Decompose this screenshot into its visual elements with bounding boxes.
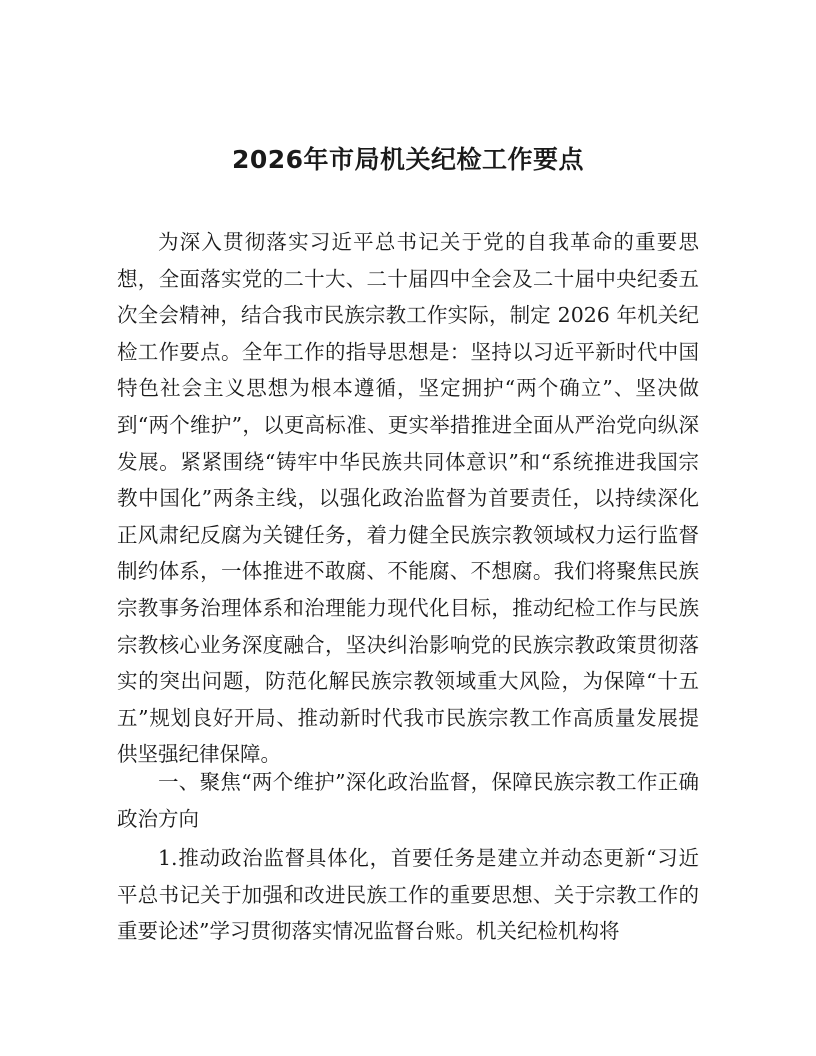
item-paragraph-1: 1.推动政治监督具体化，首要任务是建立并动态更新“习近平总书记关于加强和改进民族工作的重要思想、关于宗教工作的重要论述”学习贯彻落实情况监督台账。机关纪检机构将 [117,846,699,944]
intro-paragraph: 为深入贯彻落实习近平总书记关于党的自我革命的重要思想，全面落实党的二十大、二十届四中全会及二十届中央纪委五次全会精神，结合我市民族宗教工作实际，制定 2026 年机关纪检工作要点。全年工作的指导思想是：坚持以习近平新时代中国特色社会主义思想为根本遵循，坚定拥护“两个确立”、坚决做到“两个维护”，以更高标准、更实举措推进全面从严治党向纵深发展。紧紧围绕“铸牢中华民族共同体意识”和“系统推进我国宗教中国化”两条主线，以强化政治监督为首要责任，以持续深化正风肃纪反腐为关键任务，着力健全民族宗教领域权力运行监督制约体系，一体推进不敢腐、不能腐、不想腐。我们将聚焦民族宗教事务治理体系和治理能力现代化目标，推动纪检工作与民族宗教核心业务深度融合，坚决纠治影响党的民族宗教政策贯彻落实的突出问题，防范化解民族宗教领域重大风险，为保障“十五五”规划良好开局、推动新时代我市民族宗教工作高质量发展提供坚强纪律保障。 [117,230,699,767]
section-heading: 一、聚焦“两个维护”深化政治监督，保障民族宗教工作正确政治方向 [117,770,699,831]
document-title: 2026年市局机关纪检工作要点 [231,145,585,174]
